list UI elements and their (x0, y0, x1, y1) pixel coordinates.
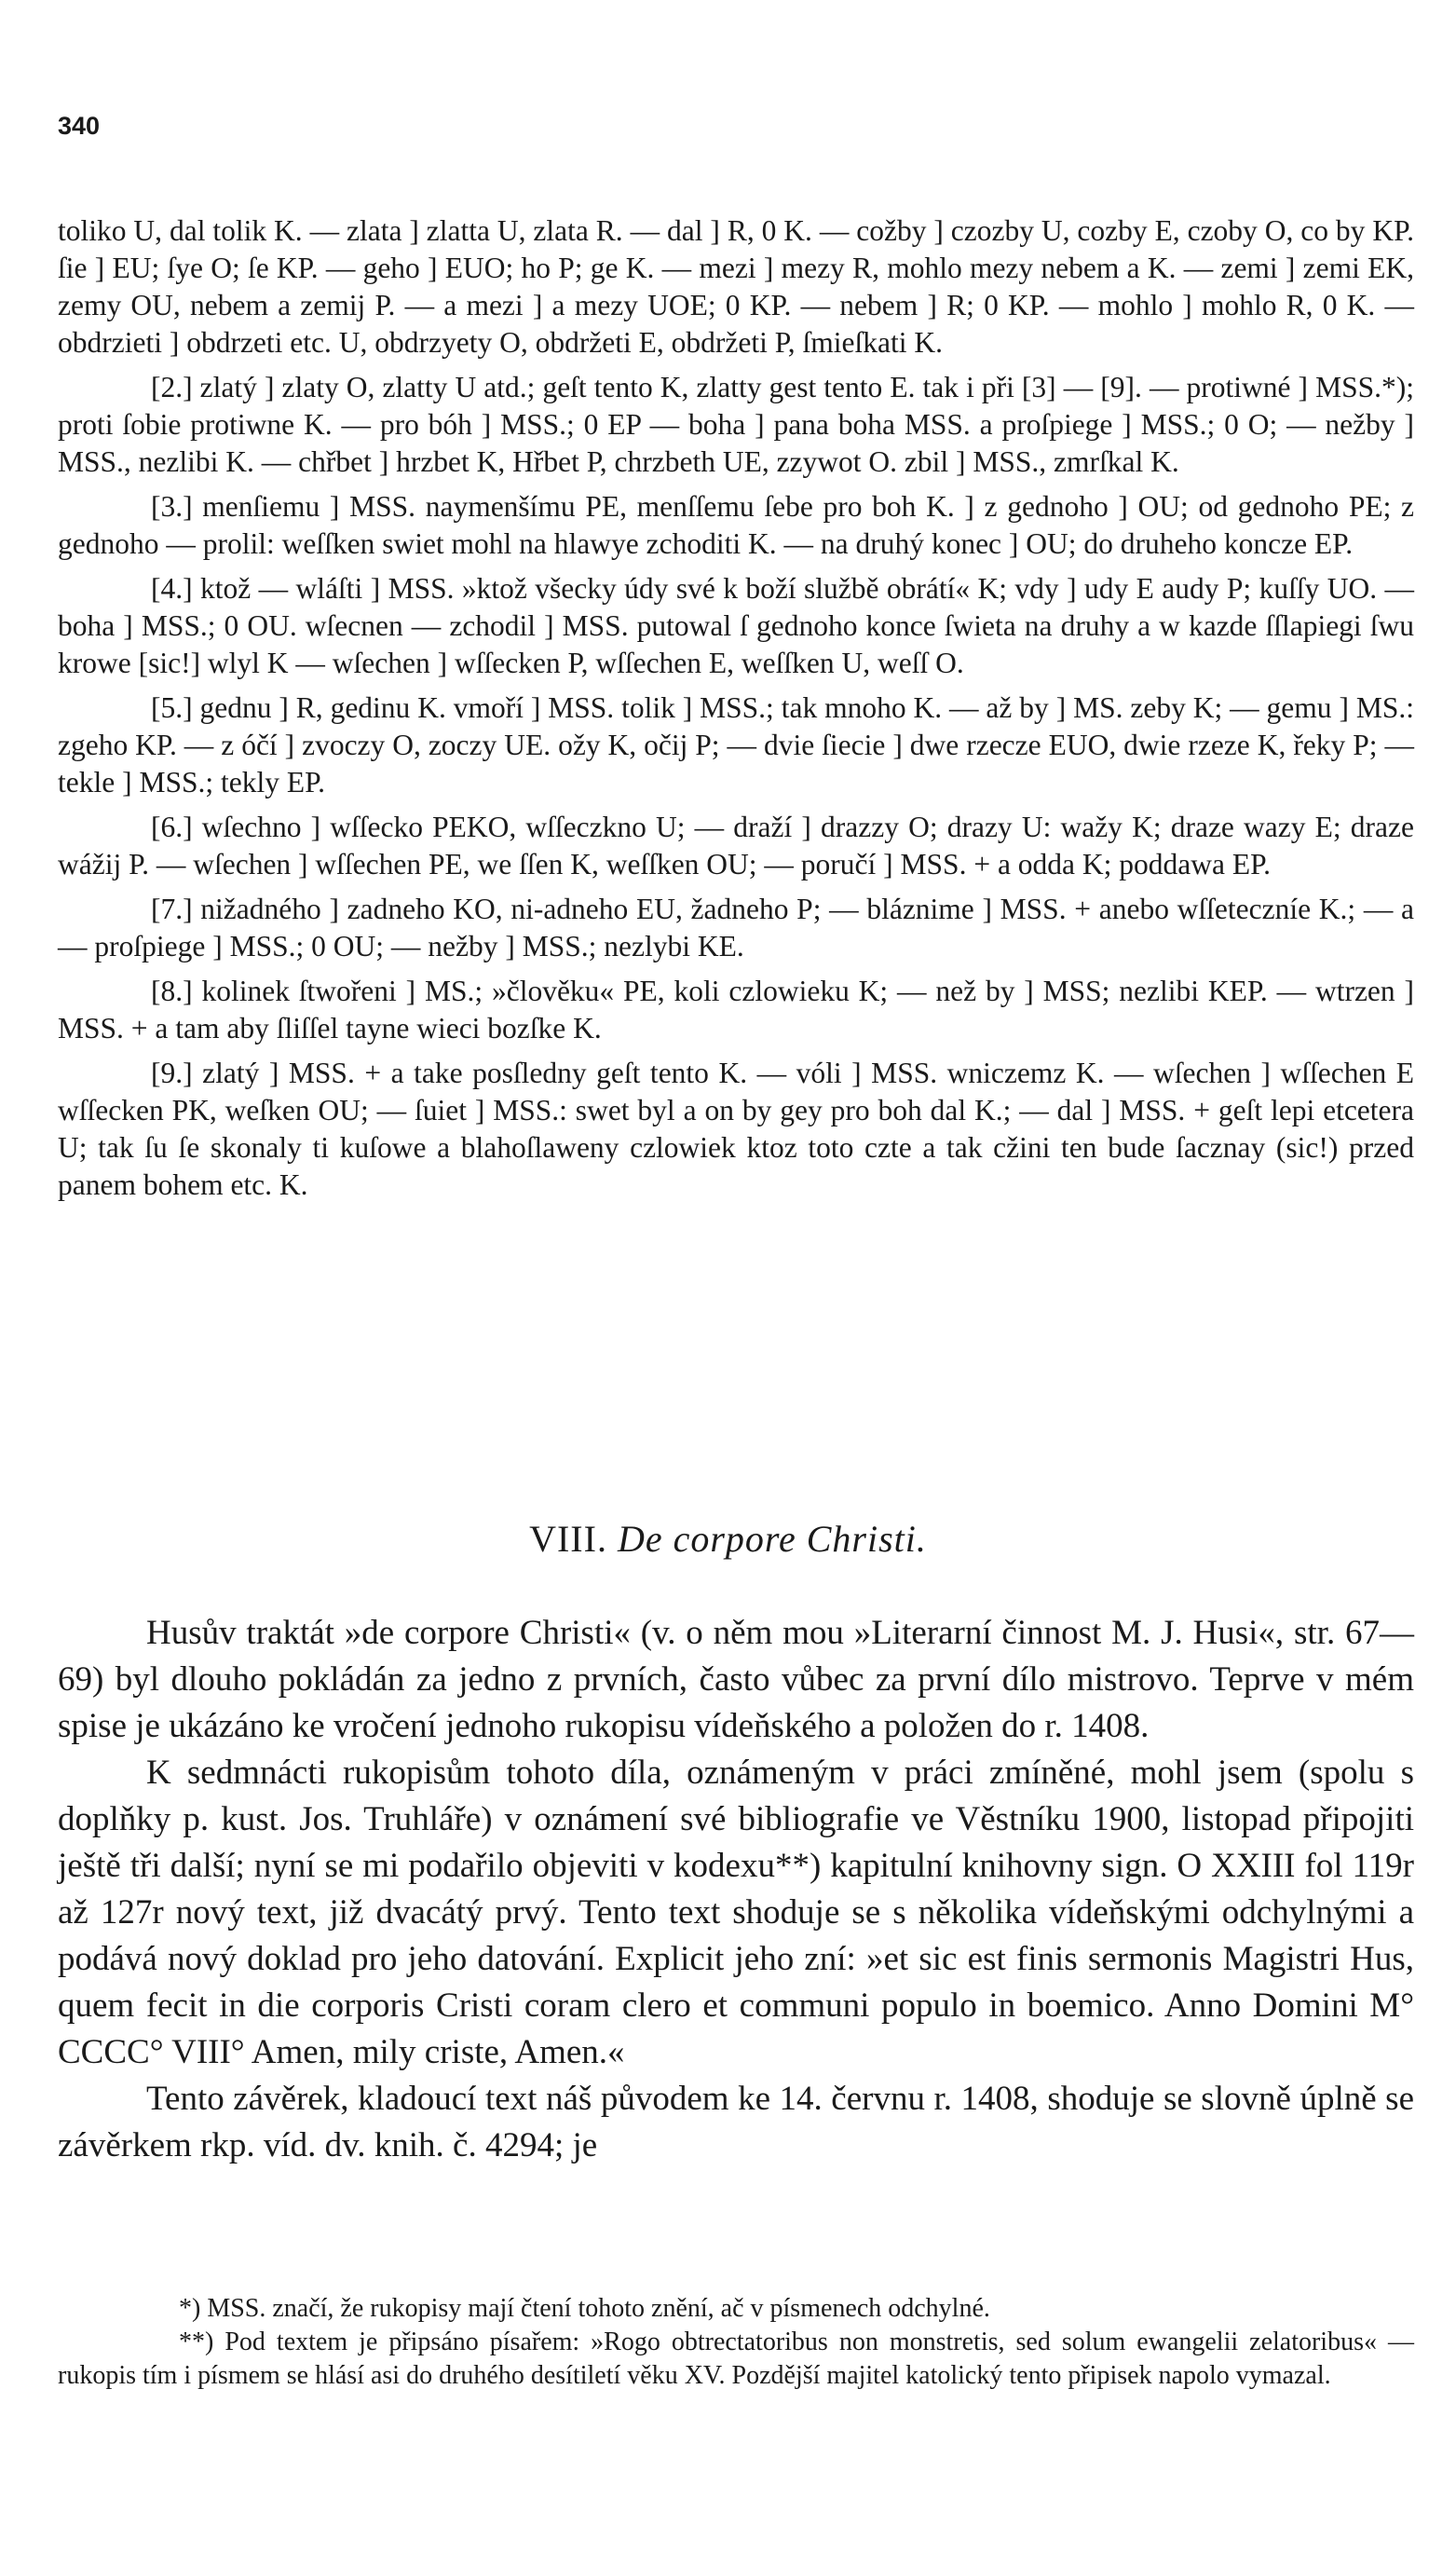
apparatus-entry: [2.] zlatý ] zlaty O, zlatty U atd.; geſt tento K, zlatty gest tento E. tak i při [3] — [9]. — protiwné ] MSS.*); proti ſobie protiwne K. — pro bóh ] MSS.; 0 EP — boha ] pana boha MSS. a proſpiege ] MSS.; 0 O; — nežby ] MSS., nezlibi K. — chřbet ] hrzbet K, Hřbet P, chrzbeth UE, zzywot O. zbil ] MSS., zmrſkal K. (58, 371, 1414, 478)
body-paragraph: Tento závěrek, kladoucí text náš původem ke 14. červnu r. 1408, shoduje se slovně úplně se závěrkem rkp. víd. dv. knih. č. 4294; je (58, 2080, 1414, 2164)
body-paragraph: K sedmnácti rukopisům tohoto díla, oznámeným v práci zmíněné, mohl jsem (spolu s doplňky p. kust. Jos. Truhláře) v oznámení své bibliografie ve Věstníku 1900, listopad připojiti ještě tři další; nyní se mi podařilo objeviti v kodexu**) kapitulní knihovny sign. O XXIII fol 119r až 127r nový text, již dvacátý prvý. Tento text shoduje se s několika vídeňskými odchylnými a podává nový doklad pro jeho datování. Explicit jeho zní: »et sic est finis sermonis Magistri Hus, quem fecit in die corporis Cristi coram clero et communi populo in boemico. Anno Domini M° CCCC° VIII° Amen, mily criste, Amen.« (58, 1754, 1414, 2071)
footnote: *) MSS. značí, že rukopisy mají čtení tohoto znění, ač v písmenech odchylné. (179, 2294, 990, 2323)
apparatus-entry: [8.] kolinek ſtwořeni ] MS.; »člověku« PE, koli czlowieku K; — než by ] MSS; nezlibi KEP. — wtrzen ] MSS. + a tam aby ſliſſel tayne wieci bozſke K. (58, 975, 1414, 1044)
apparatus-entry: [5.] gednu ] R, gedinu K. vmoří ] MSS. tolik ] MSS.; tak mnoho K. — až by ] MS. zeby K; — gemu ] MS.: zgeho KP. — z óčí ] zvoczy O, zoczy UE. ožy K, očij P; — dvie ſiecie ] dwe rzecze EUO, dwie rzeze K, řeky P; — tekle ] MSS.; tekly EP. (58, 691, 1414, 799)
page-number: 340 (58, 112, 101, 140)
apparatus-entry: [6.] wſechno ] wſſecko PEKO, wſſeczkno U; — draží ] drazzy O; drazy U: wažy K; draze wazy E; draze wážij P. — wſechen ] wſſechen PE, we ſſen K, weſſken OU; — poručí ] MSS. + a odda K; poddawa EP. (58, 811, 1414, 881)
apparatus-entry: [9.] zlatý ] MSS. + a take posſledny geſt tento K. — vóli ] MSS. wniczemz K. — wſechen ] wſſechen E wſſecken PK, weſken OU; — ſuiet ] MSS.: swet byl a on by gey pro boh dal K.; — dal ] MSS. + geſt lepi etcetera U; tak ſu ſe skonaly ti kuſowe a blahoſlaweny czlowiek ktoz toto czte a tak cžini ten bude ſacznay (sic!) przed panem bohem etc. K. (58, 1057, 1414, 1201)
footnote: **) Pod textem je připsáno písařem: »Rogo obtrectatoribus non monstretis, sed solum ewangelii zelatoribus« — rukopis tím i písmem se hlásí asi do druhého desítiletí věku XV. Pozdější majitel katolický tento připisek napolo vymazal. (58, 2328, 1414, 2390)
critical-apparatus (58, 212, 1414, 1211)
apparatus-entry: [4.] ktož — wláſti ] MSS. »ktož všecky údy své k boží službě obrátí« K; vdy ] udy E audy P; kuſſy UO. — boha ] MSS.; 0 OU. wſecnen — zchodil ] MSS. putowal ſ gednoho konce ſwieta na druhy a w kazde ſſlapiegi ſwu krowe [sic!] wlyl K — wſechen ] wſſecken P, wſſechen E, weſſken U, weſſ O. (58, 572, 1414, 679)
section-number: VIII. (529, 1518, 607, 1560)
apparatus-entry: [7.] nižadného ] zadneho KO, ni-adneho EU, žadneho P; — bláznime ] MSS. + anebo wſſeteczníe K.; — a — proſpiege ] MSS.; 0 OU; — nežby ] MSS.; nezlybi KE. (58, 893, 1414, 962)
section-heading (0, 1517, 1456, 1561)
apparatus-entry: toliko U, dal tolik K. — zlata ] zlatta U, zlata R. — dal ] R, 0 K. — cožby ] czozby U, cozby E, czoby O, co by KP. ſie ] EU; ſye O; ſe KP. — geho ] EUO; ho P; ge K. — mezi ] mezy R, mohlo mezy nebem a K. — zemi ] zemi EK, zemy OU, nebem a zemij P. — a mezi ] a mezy UOE; 0 KP. — nebem ] R; 0 KP. — mohlo ] mohlo R, 0 K. — obdrzieti ] obdrzeti etc. U, obdrzyety O, obdržeti E, obdržeti P, ſmieſkati K. (58, 214, 1414, 359)
section-title: De corpore Christi. (617, 1518, 927, 1560)
body-paragraph: Husův traktát »de corpore Christi« (v. o něm mou »Literarní činnost M. J. Husi«, str. 67—69) byl dlouho pokládán za jedno z prvních, často vůbec za první dílo mistrovo. Teprve v mém spise je ukázáno ke vročení jednoho rukopisu vídeňského a položen do r. 1408. (58, 1614, 1414, 1745)
apparatus-entry: [3.] menſiemu ] MSS. naymenšímu PE, menſſemu ſebe pro boh K. ] z gednoho ] OU; od gednoho PE; z gednoho — prolil: weſſken swiet mohl na hlawye zchoditi K. — na druhý konec ] OU; do druheho koncze EP. (58, 490, 1414, 560)
main-text (58, 1610, 1414, 2169)
footnotes (58, 2292, 1414, 2393)
